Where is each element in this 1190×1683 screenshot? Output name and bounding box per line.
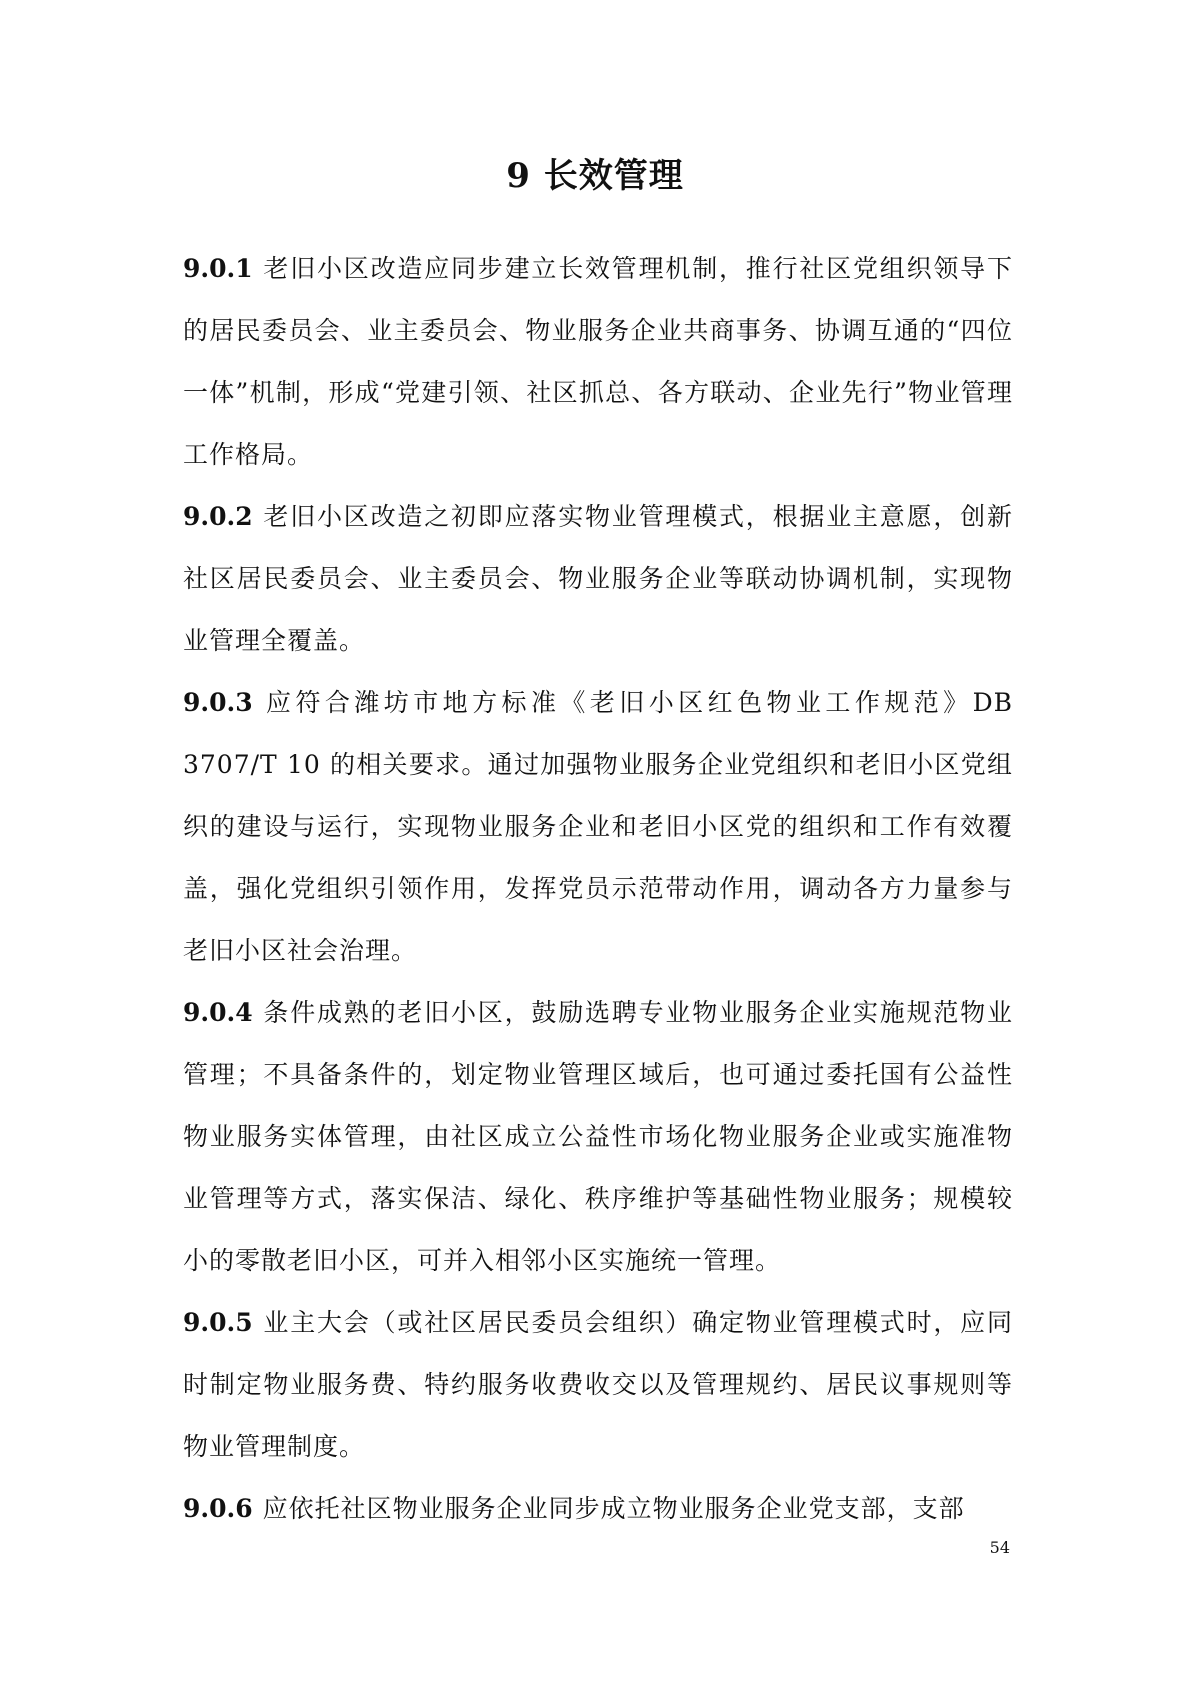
clause-text: 应依托社区物业服务企业同步成立物业服务企业党支部，支部 — [262, 1494, 965, 1523]
clause-number: 9.0.5 — [183, 1308, 253, 1337]
chapter-title: 9 长效管理 — [506, 156, 684, 196]
document-body — [183, 238, 1013, 1540]
clause-number: 9.0.1 — [183, 254, 253, 283]
clause-9-0-4 — [183, 982, 1013, 1292]
clause-text: 业主大会（或社区居民委员会组织）确定物业管理模式时，应同时制定物业服务费、特约服务收费收交以及管理规约、居民议事规则等物业管理制度。 — [183, 1308, 1013, 1461]
clause-number: 9.0.2 — [183, 502, 253, 531]
clause-number: 9.0.6 — [183, 1494, 253, 1523]
page-number: 54 — [989, 1538, 1010, 1557]
clause-9-0-6 — [183, 1478, 1013, 1540]
clause-text: 条件成熟的老旧小区，鼓励选聘专业物业服务企业实施规范物业管理；不具备条件的，划定物业管理区域后，也可通过委托国有公益性物业服务实体管理，由社区成立公益性市场化物业服务企业或实施准物业管理等方式，落实保洁、绿化、秩序维护等基础性物业服务；规模较小的零散老旧小区，可并入相邻小区实施统一管理。 — [183, 998, 1013, 1275]
clause-9-0-5 — [183, 1292, 1013, 1478]
clause-9-0-1 — [183, 238, 1013, 486]
clause-text: 老旧小区改造应同步建立长效管理机制，推行社区党组织领导下的居民委员会、业主委员会、物业服务企业共商事务、协调互通的“四位一体”机制，形成“党建引领、社区抓总、各方联动、企业先行”物业管理工作格局。 — [183, 254, 1013, 469]
clause-9-0-2 — [183, 486, 1013, 672]
clause-number: 9.0.4 — [183, 998, 253, 1027]
clause-text: 应符合潍坊市地方标准《老旧小区红色物业工作规范》DB 3707/T 10 的相关要求。通过加强物业服务企业党组织和老旧小区党组织的建设与运行，实现物业服务企业和老旧小区党的组织和工作有效覆盖，强化党组织引领作用，发挥党员示范带动作用，调动各方力量参与老旧小区社会治理。 — [183, 688, 1013, 965]
clause-text: 老旧小区改造之初即应落实物业管理模式，根据业主意愿，创新社区居民委员会、业主委员会、物业服务企业等联动协调机制，实现物业管理全覆盖。 — [183, 502, 1013, 655]
clause-9-0-3 — [183, 672, 1013, 982]
clause-number: 9.0.3 — [183, 688, 253, 717]
